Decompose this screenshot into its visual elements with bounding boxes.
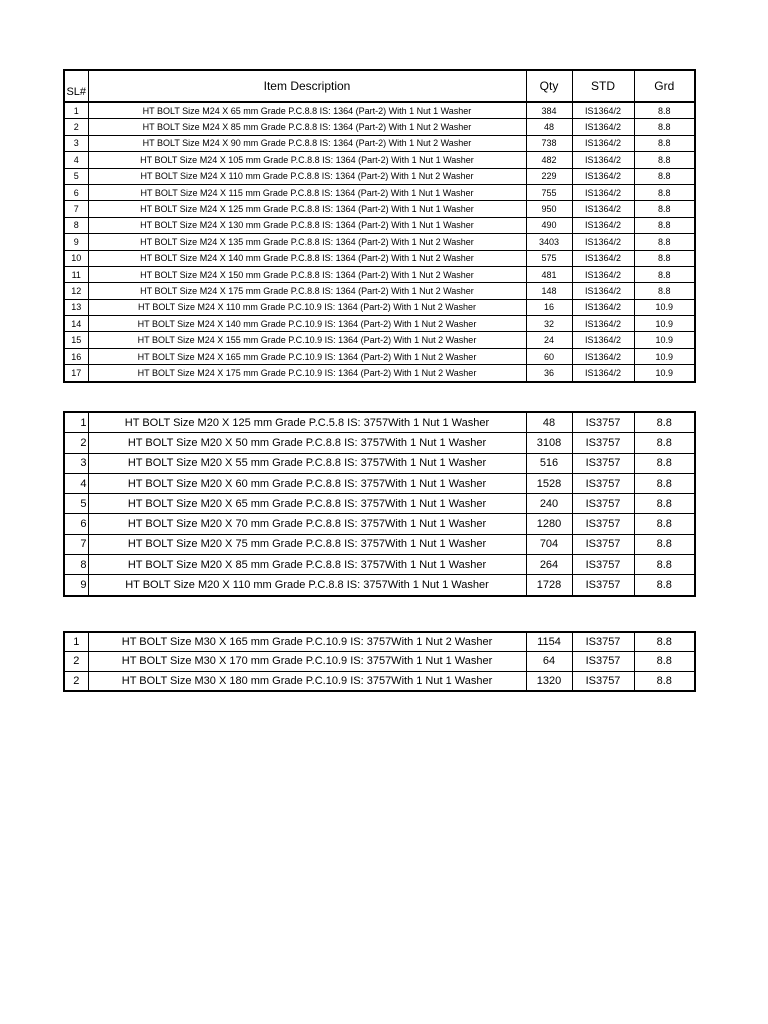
cell-grd: 8.8 bbox=[634, 250, 695, 266]
cell-std: IS1364/2 bbox=[572, 184, 634, 200]
cell-qty: 490 bbox=[526, 217, 572, 233]
cell-description: HT BOLT Size M30 X 165 mm Grade P.C.10.9 IS: 3757With 1 Nut 2 Washer bbox=[88, 632, 526, 652]
table-row bbox=[64, 217, 695, 233]
table-row bbox=[64, 494, 695, 514]
cell-sl: 16 bbox=[64, 348, 88, 364]
cell-grd: 10.9 bbox=[634, 299, 695, 315]
cell-sl: 7 bbox=[64, 201, 88, 217]
cell-qty: 755 bbox=[526, 184, 572, 200]
cell-sl: 5 bbox=[64, 168, 88, 184]
table-body bbox=[64, 412, 695, 596]
cell-grd: 8.8 bbox=[634, 217, 695, 233]
cell-grd: 8.8 bbox=[634, 534, 695, 554]
cell-description: HT BOLT Size M24 X 150 mm Grade P.C.8.8 IS: 1364 (Part-2) With 1 Nut 2 Washer bbox=[88, 266, 526, 282]
cell-description: HT BOLT Size M24 X 105 mm Grade P.C.8.8 IS: 1364 (Part-2) With 1 Nut 1 Washer bbox=[88, 152, 526, 168]
cell-sl: 15 bbox=[64, 332, 88, 348]
cell-qty: 704 bbox=[526, 534, 572, 554]
cell-grd: 8.8 bbox=[634, 119, 695, 135]
cell-qty: 950 bbox=[526, 201, 572, 217]
cell-std: IS1364/2 bbox=[572, 250, 634, 266]
cell-qty: 1528 bbox=[526, 473, 572, 493]
cell-description: HT BOLT Size M24 X 135 mm Grade P.C.8.8 IS: 1364 (Part-2) With 1 Nut 2 Washer bbox=[88, 234, 526, 250]
cell-grd: 10.9 bbox=[634, 348, 695, 364]
table-row bbox=[64, 652, 695, 671]
table-row bbox=[64, 283, 695, 299]
table-row bbox=[64, 348, 695, 364]
cell-std: IS1364/2 bbox=[572, 152, 634, 168]
cell-grd: 8.8 bbox=[634, 266, 695, 282]
cell-grd: 8.8 bbox=[634, 494, 695, 514]
cell-sl: 14 bbox=[64, 316, 88, 332]
cell-std: IS1364/2 bbox=[572, 201, 634, 217]
cell-grd: 8.8 bbox=[634, 152, 695, 168]
cell-grd: 10.9 bbox=[634, 332, 695, 348]
table-row bbox=[64, 555, 695, 575]
table-row bbox=[64, 332, 695, 348]
cell-sl: 9 bbox=[64, 234, 88, 250]
table-body bbox=[64, 102, 695, 382]
table-row bbox=[64, 316, 695, 332]
table-row bbox=[64, 266, 695, 282]
cell-sl: 4 bbox=[64, 152, 88, 168]
cell-sl: 2 bbox=[64, 119, 88, 135]
table-row bbox=[64, 102, 695, 119]
cell-sl: 1 bbox=[64, 412, 88, 433]
cell-std: IS3757 bbox=[572, 652, 634, 671]
cell-qty: 738 bbox=[526, 135, 572, 151]
cell-description: HT BOLT Size M24 X 175 mm Grade P.C.8.8 IS: 1364 (Part-2) With 1 Nut 2 Washer bbox=[88, 283, 526, 299]
cell-qty: 3403 bbox=[526, 234, 572, 250]
cell-grd: 8.8 bbox=[634, 453, 695, 473]
cell-description: HT BOLT Size M24 X 65 mm Grade P.C.8.8 IS: 1364 (Part-2) With 1 Nut 1 Washer bbox=[88, 102, 526, 119]
header-item-description: Item Description bbox=[88, 70, 526, 102]
cell-sl: 5 bbox=[64, 494, 88, 514]
cell-qty: 3108 bbox=[526, 433, 572, 453]
bolt-table-m24 bbox=[63, 69, 696, 383]
cell-qty: 516 bbox=[526, 453, 572, 473]
cell-description: HT BOLT Size M20 X 85 mm Grade P.C.8.8 IS: 3757With 1 Nut 1 Washer bbox=[88, 555, 526, 575]
cell-grd: 8.8 bbox=[634, 184, 695, 200]
cell-qty: 481 bbox=[526, 266, 572, 282]
cell-sl: 11 bbox=[64, 266, 88, 282]
cell-std: IS3757 bbox=[572, 433, 634, 453]
cell-grd: 8.8 bbox=[634, 555, 695, 575]
cell-description: HT BOLT Size M24 X 165 mm Grade P.C.10.9 IS: 1364 (Part-2) With 1 Nut 2 Washer bbox=[88, 348, 526, 364]
table-row bbox=[64, 119, 695, 135]
cell-grd: 10.9 bbox=[634, 316, 695, 332]
cell-sl: 9 bbox=[64, 575, 88, 596]
cell-qty: 1728 bbox=[526, 575, 572, 596]
cell-sl: 2 bbox=[64, 652, 88, 671]
table-row bbox=[64, 453, 695, 473]
table-row bbox=[64, 365, 695, 382]
cell-qty: 384 bbox=[526, 102, 572, 119]
cell-std: IS1364/2 bbox=[572, 266, 634, 282]
cell-sl: 2 bbox=[64, 433, 88, 453]
cell-description: HT BOLT Size M24 X 155 mm Grade P.C.10.9 IS: 1364 (Part-2) With 1 Nut 2 Washer bbox=[88, 332, 526, 348]
cell-grd: 8.8 bbox=[634, 412, 695, 433]
cell-description: HT BOLT Size M20 X 70 mm Grade P.C.8.8 IS: 3757With 1 Nut 1 Washer bbox=[88, 514, 526, 534]
cell-grd: 8.8 bbox=[634, 671, 695, 691]
cell-description: HT BOLT Size M24 X 130 mm Grade P.C.8.8 IS: 1364 (Part-2) With 1 Nut 1 Washer bbox=[88, 217, 526, 233]
cell-sl: 2 bbox=[64, 671, 88, 691]
cell-std: IS3757 bbox=[572, 534, 634, 554]
cell-qty: 575 bbox=[526, 250, 572, 266]
cell-std: IS3757 bbox=[572, 555, 634, 575]
cell-std: IS3757 bbox=[572, 412, 634, 433]
cell-description: HT BOLT Size M20 X 50 mm Grade P.C.8.8 IS: 3757With 1 Nut 1 Washer bbox=[88, 433, 526, 453]
cell-sl: 17 bbox=[64, 365, 88, 382]
header-sl: SL# bbox=[64, 70, 88, 102]
cell-grd: 8.8 bbox=[634, 201, 695, 217]
cell-sl: 7 bbox=[64, 534, 88, 554]
cell-std: IS1364/2 bbox=[572, 119, 634, 135]
table-row bbox=[64, 433, 695, 453]
cell-qty: 48 bbox=[526, 119, 572, 135]
cell-description: HT BOLT Size M24 X 125 mm Grade P.C.8.8 IS: 1364 (Part-2) With 1 Nut 1 Washer bbox=[88, 201, 526, 217]
cell-std: IS3757 bbox=[572, 453, 634, 473]
table-row bbox=[64, 168, 695, 184]
cell-std: IS1364/2 bbox=[572, 168, 634, 184]
table-row bbox=[64, 671, 695, 691]
cell-sl: 4 bbox=[64, 473, 88, 493]
cell-grd: 8.8 bbox=[634, 135, 695, 151]
cell-grd: 8.8 bbox=[634, 652, 695, 671]
cell-grd: 8.8 bbox=[634, 632, 695, 652]
cell-grd: 8.8 bbox=[634, 102, 695, 119]
cell-std: IS3757 bbox=[572, 575, 634, 596]
cell-grd: 8.8 bbox=[634, 433, 695, 453]
cell-sl: 3 bbox=[64, 453, 88, 473]
table-row bbox=[64, 534, 695, 554]
cell-description: HT BOLT Size M24 X 110 mm Grade P.C.8.8 IS: 1364 (Part-2) With 1 Nut 2 Washer bbox=[88, 168, 526, 184]
cell-qty: 482 bbox=[526, 152, 572, 168]
header-std: STD bbox=[572, 70, 634, 102]
cell-sl: 3 bbox=[64, 135, 88, 151]
cell-grd: 8.8 bbox=[634, 473, 695, 493]
cell-qty: 24 bbox=[526, 332, 572, 348]
cell-grd: 8.8 bbox=[634, 514, 695, 534]
table-row bbox=[64, 514, 695, 534]
cell-sl: 12 bbox=[64, 283, 88, 299]
cell-grd: 10.9 bbox=[634, 365, 695, 382]
cell-description: HT BOLT Size M30 X 170 mm Grade P.C.10.9 IS: 3757With 1 Nut 1 Washer bbox=[88, 652, 526, 671]
cell-qty: 1154 bbox=[526, 632, 572, 652]
cell-description: HT BOLT Size M24 X 110 mm Grade P.C.10.9 IS: 1364 (Part-2) With 1 Nut 2 Washer bbox=[88, 299, 526, 315]
cell-std: IS1364/2 bbox=[572, 234, 634, 250]
cell-description: HT BOLT Size M24 X 140 mm Grade P.C.8.8 IS: 1364 (Part-2) With 1 Nut 2 Washer bbox=[88, 250, 526, 266]
cell-description: HT BOLT Size M24 X 90 mm Grade P.C.8.8 IS: 1364 (Part-2) With 1 Nut 2 Washer bbox=[88, 135, 526, 151]
cell-qty: 1280 bbox=[526, 514, 572, 534]
cell-std: IS3757 bbox=[572, 494, 634, 514]
cell-description: HT BOLT Size M24 X 115 mm Grade P.C.8.8 IS: 1364 (Part-2) With 1 Nut 1 Washer bbox=[88, 184, 526, 200]
table-row bbox=[64, 299, 695, 315]
table-row bbox=[64, 234, 695, 250]
cell-qty: 1320 bbox=[526, 671, 572, 691]
cell-std: IS3757 bbox=[572, 514, 634, 534]
table-row bbox=[64, 632, 695, 652]
cell-description: HT BOLT Size M24 X 85 mm Grade P.C.8.8 IS: 1364 (Part-2) With 1 Nut 2 Washer bbox=[88, 119, 526, 135]
cell-qty: 229 bbox=[526, 168, 572, 184]
cell-sl: 6 bbox=[64, 514, 88, 534]
cell-qty: 264 bbox=[526, 555, 572, 575]
cell-qty: 148 bbox=[526, 283, 572, 299]
cell-description: HT BOLT Size M30 X 180 mm Grade P.C.10.9 IS: 3757With 1 Nut 1 Washer bbox=[88, 671, 526, 691]
table-row bbox=[64, 184, 695, 200]
cell-qty: 60 bbox=[526, 348, 572, 364]
table-row bbox=[64, 201, 695, 217]
table-row bbox=[64, 575, 695, 596]
cell-sl: 8 bbox=[64, 217, 88, 233]
cell-std: IS1364/2 bbox=[572, 217, 634, 233]
cell-std: IS3757 bbox=[572, 632, 634, 652]
cell-std: IS1364/2 bbox=[572, 348, 634, 364]
table-row bbox=[64, 473, 695, 493]
cell-description: HT BOLT Size M24 X 175 mm Grade P.C.10.9 IS: 1364 (Part-2) With 1 Nut 2 Washer bbox=[88, 365, 526, 382]
cell-std: IS1364/2 bbox=[572, 102, 634, 119]
cell-qty: 16 bbox=[526, 299, 572, 315]
cell-description: HT BOLT Size M24 X 140 mm Grade P.C.10.9 IS: 1364 (Part-2) With 1 Nut 2 Washer bbox=[88, 316, 526, 332]
cell-qty: 48 bbox=[526, 412, 572, 433]
bolt-table-m20 bbox=[63, 411, 696, 597]
table-row bbox=[64, 135, 695, 151]
cell-grd: 8.8 bbox=[634, 168, 695, 184]
cell-description: HT BOLT Size M20 X 75 mm Grade P.C.8.8 IS: 3757With 1 Nut 1 Washer bbox=[88, 534, 526, 554]
cell-sl: 1 bbox=[64, 632, 88, 652]
cell-description: HT BOLT Size M20 X 110 mm Grade P.C.8.8 IS: 3757With 1 Nut 1 Washer bbox=[88, 575, 526, 596]
cell-std: IS1364/2 bbox=[572, 135, 634, 151]
table-body bbox=[64, 632, 695, 691]
cell-qty: 36 bbox=[526, 365, 572, 382]
cell-sl: 13 bbox=[64, 299, 88, 315]
cell-grd: 8.8 bbox=[634, 283, 695, 299]
cell-qty: 240 bbox=[526, 494, 572, 514]
table-row bbox=[64, 412, 695, 433]
header-qty: Qty bbox=[526, 70, 572, 102]
cell-sl: 6 bbox=[64, 184, 88, 200]
cell-sl: 1 bbox=[64, 102, 88, 119]
cell-std: IS1364/2 bbox=[572, 332, 634, 348]
cell-description: HT BOLT Size M20 X 60 mm Grade P.C.8.8 IS: 3757With 1 Nut 1 Washer bbox=[88, 473, 526, 493]
header-grd: Grd bbox=[634, 70, 695, 102]
cell-grd: 8.8 bbox=[634, 234, 695, 250]
cell-grd: 8.8 bbox=[634, 575, 695, 596]
cell-std: IS1364/2 bbox=[572, 316, 634, 332]
cell-description: HT BOLT Size M20 X 65 mm Grade P.C.8.8 IS: 3757With 1 Nut 1 Washer bbox=[88, 494, 526, 514]
cell-qty: 64 bbox=[526, 652, 572, 671]
cell-description: HT BOLT Size M20 X 55 mm Grade P.C.8.8 IS: 3757With 1 Nut 1 Washer bbox=[88, 453, 526, 473]
cell-std: IS1364/2 bbox=[572, 299, 634, 315]
cell-sl: 10 bbox=[64, 250, 88, 266]
cell-std: IS3757 bbox=[572, 473, 634, 493]
cell-std: IS1364/2 bbox=[572, 283, 634, 299]
cell-qty: 32 bbox=[526, 316, 572, 332]
table-row bbox=[64, 152, 695, 168]
table-header-row bbox=[64, 70, 695, 102]
table-row bbox=[64, 250, 695, 266]
cell-std: IS3757 bbox=[572, 671, 634, 691]
bolt-table-m30 bbox=[63, 631, 696, 692]
cell-std: IS1364/2 bbox=[572, 365, 634, 382]
cell-description: HT BOLT Size M20 X 125 mm Grade P.C.5.8 IS: 3757With 1 Nut 1 Washer bbox=[88, 412, 526, 433]
cell-sl: 8 bbox=[64, 555, 88, 575]
